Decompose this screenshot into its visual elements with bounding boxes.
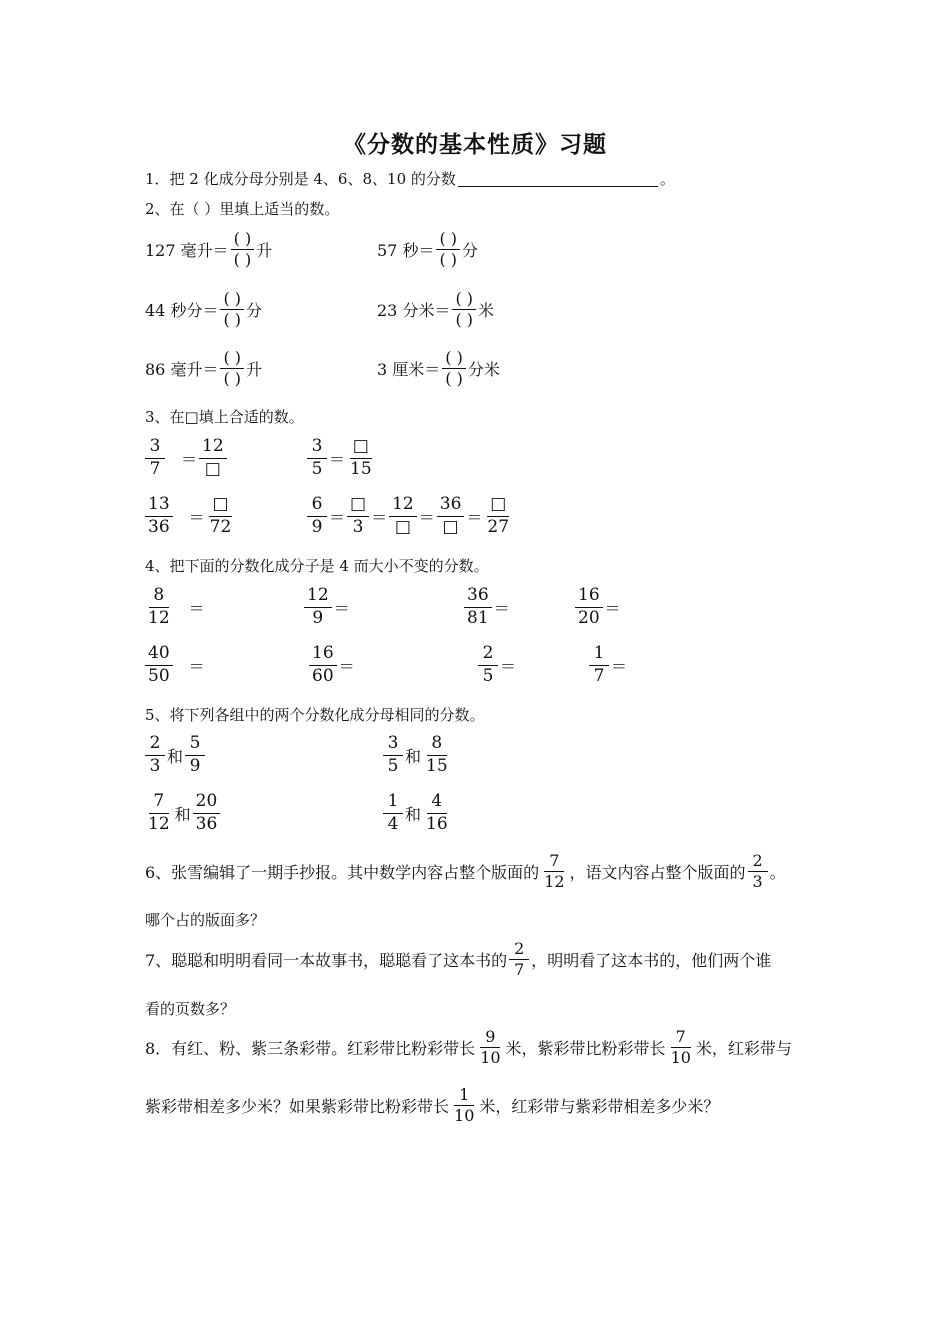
fraction: $\frac{1}{7}$	[589, 644, 609, 686]
equals-sign: ＝	[333, 598, 350, 618]
q4-item	[476, 644, 516, 686]
fraction: $\frac{2}{7}$	[509, 940, 529, 980]
answer-box[interactable]: □	[204, 458, 221, 479]
q5-pair	[381, 792, 453, 834]
q5-pair	[143, 792, 222, 834]
fraction: $\frac{20}{36}$	[193, 792, 221, 834]
fraction: $\frac{4}{16}$	[426, 791, 448, 834]
fraction-blank[interactable]	[436, 230, 460, 270]
q2-item-label: 127 毫升＝	[145, 241, 229, 261]
fraction: $\frac{6}{9}$	[307, 495, 327, 537]
q2-item-unit: 分	[462, 241, 479, 261]
numerator-blank[interactable]: ( )	[220, 290, 244, 310]
question-7: 7、聪聪和明明看同一本故事书，聪聪看了这本书的 $\frac{2}{7}$ ，明明看了这本书的，他们两个谁	[145, 939, 772, 980]
question-1	[145, 168, 675, 189]
fraction: $\frac{2}{5}$	[478, 644, 498, 686]
fraction: $\frac{36}{□}$	[437, 495, 465, 537]
q2-item	[377, 290, 494, 330]
equals-sign: ＝	[418, 507, 435, 527]
fraction: $\frac{2}{3}$	[145, 734, 165, 776]
q2-item-unit: 升	[256, 241, 273, 261]
fraction: $\frac{36}{81}$	[464, 586, 492, 628]
numerator-blank[interactable]: ( )	[442, 349, 466, 369]
question-8-line2: 紫彩带相差多少米？如果紫彩带比粉彩带长 $\frac{1}{10}$ 米，红彩带与紫彩带相差多少米？	[145, 1085, 720, 1126]
question-1-end: 。	[659, 170, 675, 188]
fraction: $\frac{12}{□}$	[199, 437, 227, 479]
question-7-line2: 看的页数多？	[145, 1000, 236, 1018]
fraction: $\frac{1}{4}$	[383, 792, 403, 834]
question-3-text: 3、在□填上合适的数。	[145, 408, 304, 426]
fraction: $\frac{8}{12}$	[148, 585, 170, 628]
answer-blank[interactable]	[458, 170, 658, 187]
fraction: $\frac{3}{5}$	[383, 734, 403, 776]
fraction: $\frac{3}{5}$	[307, 437, 327, 479]
equals-sign: ＝	[604, 598, 621, 618]
equals-sign: ＝	[188, 507, 205, 527]
fraction-blank[interactable]	[231, 230, 255, 270]
q3-equation	[143, 437, 229, 479]
denominator-blank[interactable]: ( )	[455, 310, 474, 330]
fraction: $\frac{2}{3}$	[748, 852, 768, 892]
denominator-blank[interactable]: ( )	[223, 369, 242, 389]
fraction: $\frac{5}{9}$	[185, 734, 205, 776]
denominator-blank[interactable]: ( )	[439, 250, 458, 270]
q2-item-unit: 分米	[467, 360, 500, 380]
q2-item-unit: 升	[246, 360, 263, 380]
equals-sign: ＝	[338, 656, 355, 676]
fraction: $\frac{16}{60}$	[309, 644, 337, 686]
denominator-blank[interactable]: ( )	[223, 310, 242, 330]
fraction: $\frac{16}{20}$	[575, 586, 603, 628]
answer-box[interactable]: □	[394, 516, 411, 537]
q5-pair	[143, 734, 207, 776]
fraction-blank[interactable]	[442, 349, 466, 389]
answer-box[interactable]: □	[347, 495, 369, 517]
question-6: 6、张雪编辑了一期手抄报。其中数学内容占整个版面的 $\frac{7}{12}$ ，语文内容占整个版面的 $\frac{2}{3}$ 。	[145, 851, 786, 892]
equals-sign: ＝	[329, 507, 346, 527]
q2-item-label: 3 厘米＝	[377, 360, 441, 380]
fraction: $\frac{1}{10}$	[454, 1085, 475, 1126]
q2-item	[145, 290, 262, 330]
q2-item-unit: 米	[478, 301, 495, 321]
q2-item	[377, 349, 500, 389]
equals-sign: ＝	[188, 656, 205, 676]
answer-box[interactable]: □	[442, 516, 459, 537]
numerator-blank[interactable]: ( )	[452, 290, 476, 310]
question-8: 8．有红、粉、紫三条彩带。红彩带比粉彩带长 $\frac{9}{10}$ 米，紫彩带比粉彩带长 $\frac{7}{10}$ 米，红彩带与	[145, 1027, 792, 1068]
fraction-blank[interactable]	[220, 349, 244, 389]
answer-box[interactable]: □	[209, 495, 231, 517]
question-6-line2: 哪个占的版面多？	[145, 911, 266, 929]
and-word: 和	[405, 746, 422, 766]
q4-item	[143, 644, 205, 686]
question-4-text: 4、把下面的分数化成分子是 4 而大小不变的分数。	[145, 557, 489, 575]
q2-item	[145, 349, 262, 389]
answer-box[interactable]: □	[350, 437, 372, 459]
q2-item-label: 86 毫升＝	[145, 360, 219, 380]
fraction: $\frac{9}{10}$	[480, 1027, 501, 1068]
and-word: 和	[174, 804, 191, 824]
equals-sign: ＝	[371, 507, 388, 527]
q4-item	[587, 644, 627, 686]
fraction: $\frac{□}{27}$	[487, 494, 510, 537]
q2-item	[377, 230, 478, 270]
fraction-blank[interactable]	[220, 290, 244, 330]
q4-item	[573, 586, 621, 628]
page-title: 《分数的基本性质》习题	[343, 131, 607, 158]
q4-item	[143, 586, 205, 628]
numerator-blank[interactable]: ( )	[220, 349, 244, 369]
denominator-blank[interactable]: ( )	[445, 369, 463, 389]
q5-pair	[381, 734, 453, 776]
fraction: $\frac{□}{3}$	[347, 495, 369, 537]
fraction: $\frac{3}{7}$	[145, 437, 165, 479]
question-1-text: 1．把 2 化成分母分别是 4、6、8、10 的分数	[145, 170, 456, 188]
q2-item-label: 23 分米＝	[377, 301, 451, 321]
fraction: $\frac{12}{9}$	[304, 586, 332, 628]
fraction: $\frac{40}{50}$	[145, 644, 173, 686]
fraction: $\frac{13}{36}$	[145, 495, 173, 537]
fraction: $\frac{7}{12}$	[148, 791, 170, 834]
q2-item-unit: 分	[246, 301, 263, 321]
fraction-blank[interactable]	[452, 290, 476, 330]
q3-equation	[305, 437, 377, 479]
denominator-blank[interactable]: ( )	[233, 250, 252, 270]
numerator-blank[interactable]: ( )	[231, 230, 255, 250]
equals-sign: ＝	[611, 656, 628, 676]
q4-item	[302, 586, 350, 628]
numerator-blank[interactable]: ( )	[436, 230, 460, 250]
q2-item-label: 44 秒分＝	[145, 301, 219, 321]
fraction: $\frac{7}{10}$	[670, 1027, 691, 1068]
equals-sign: ＝	[181, 449, 198, 469]
question-2-text: 2、在（ ）里填上适当的数。	[145, 200, 340, 218]
answer-box[interactable]: □	[487, 495, 509, 517]
fraction: $\frac{□}{72}$	[209, 494, 232, 537]
q3-equation-chain	[305, 495, 514, 537]
q2-item-label: 57 秒＝	[377, 241, 435, 261]
fraction: $\frac{8}{15}$	[426, 733, 448, 776]
equals-sign: ＝	[329, 449, 346, 469]
equals-sign: ＝	[500, 656, 517, 676]
q2-item	[145, 230, 272, 270]
and-word: 和	[405, 804, 422, 824]
q4-item	[307, 644, 355, 686]
fraction: $\frac{7}{12}$	[544, 851, 565, 892]
equals-sign: ＝	[466, 507, 483, 527]
and-word: 和	[167, 746, 184, 766]
q3-equation	[143, 495, 236, 537]
q4-item	[462, 586, 510, 628]
equals-sign: ＝	[188, 598, 205, 618]
fraction: $\frac{12}{□}$	[389, 495, 417, 537]
equals-sign: ＝	[493, 598, 510, 618]
fraction: $\frac{□}{15}$	[350, 436, 372, 479]
question-5-text: 5、将下列各组中的两个分数化成分母相同的分数。	[145, 706, 485, 724]
